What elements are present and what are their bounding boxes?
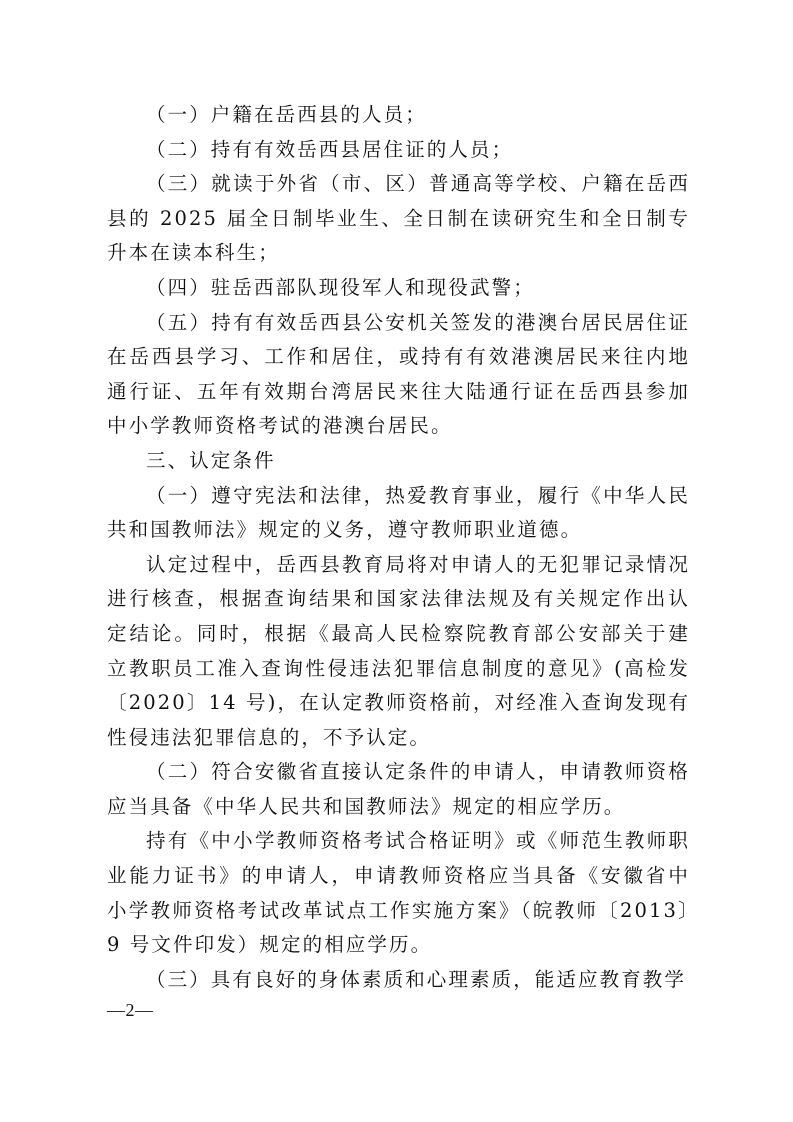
paragraph-verification: 认定过程中，岳西县教育局将对申请人的无犯罪记录情况进行核查，根据查询结果和国家法律法规及有关规定作出认定结论。同时，根据《最高人民检察院教育部公安部关于建立教职员工准入查询性侵违法犯罪信息制度的意见》(高检发〔2020〕14 号)，在认定教师资格前，对经准入查询发现有性侵违法犯罪信息的，不予认定。 xyxy=(107,552,690,749)
paragraph-item-3: （三）就读于外省（市、区）普通高等学校、户籍在岳西县的 2025 届全日制毕业生、全日制在读研究生和全日制专升本在读本科生； xyxy=(107,172,690,265)
paragraph-qualification: 持有《中小学教师资格考试合格证明》或《师范生教师职业能力证书》的申请人，申请教师资格应当具备《安徽省中小学教师资格考试改革试点工作实施方案》（皖教师〔2013〕9 号文件印发）规定的相应学历。 xyxy=(107,829,690,957)
paragraph-condition-2: （二）符合安徽省直接认定条件的申请人，申请教师资格应当具备《中华人民共和国教师法》规定的相应学历。 xyxy=(107,760,690,818)
page-number: —2— xyxy=(107,1000,154,1020)
paragraph-item-2: （二）持有有效岳西县居住证的人员； xyxy=(146,137,514,161)
paragraph-item-1: （一）户籍在岳西县的人员； xyxy=(146,103,427,126)
document-body xyxy=(107,98,690,997)
paragraph-condition-1: （一）遵守宪法和法律，热爱教育事业，履行《中华人民共和国教师法》规定的义务，遵守教师职业道德。 xyxy=(107,483,690,542)
paragraph-condition-3: （三）具有良好的身体素质和心理素质，能适应教育教学 xyxy=(146,967,687,991)
section-heading: 三、认定条件 xyxy=(146,448,276,472)
paragraph-item-5: （五）持有有效岳西县公安机关签发的港澳台居民居住证在岳西县学习、工作和居住，或持有有效港澳居民来往内地通行证、五年有效期台湾居民来往大陆通行证在岳西县参加中小学教师资格考试的港澳台居民。 xyxy=(107,310,690,438)
paragraph-item-4: （四）驻岳西部队现役军人和现役武警； xyxy=(146,275,535,299)
